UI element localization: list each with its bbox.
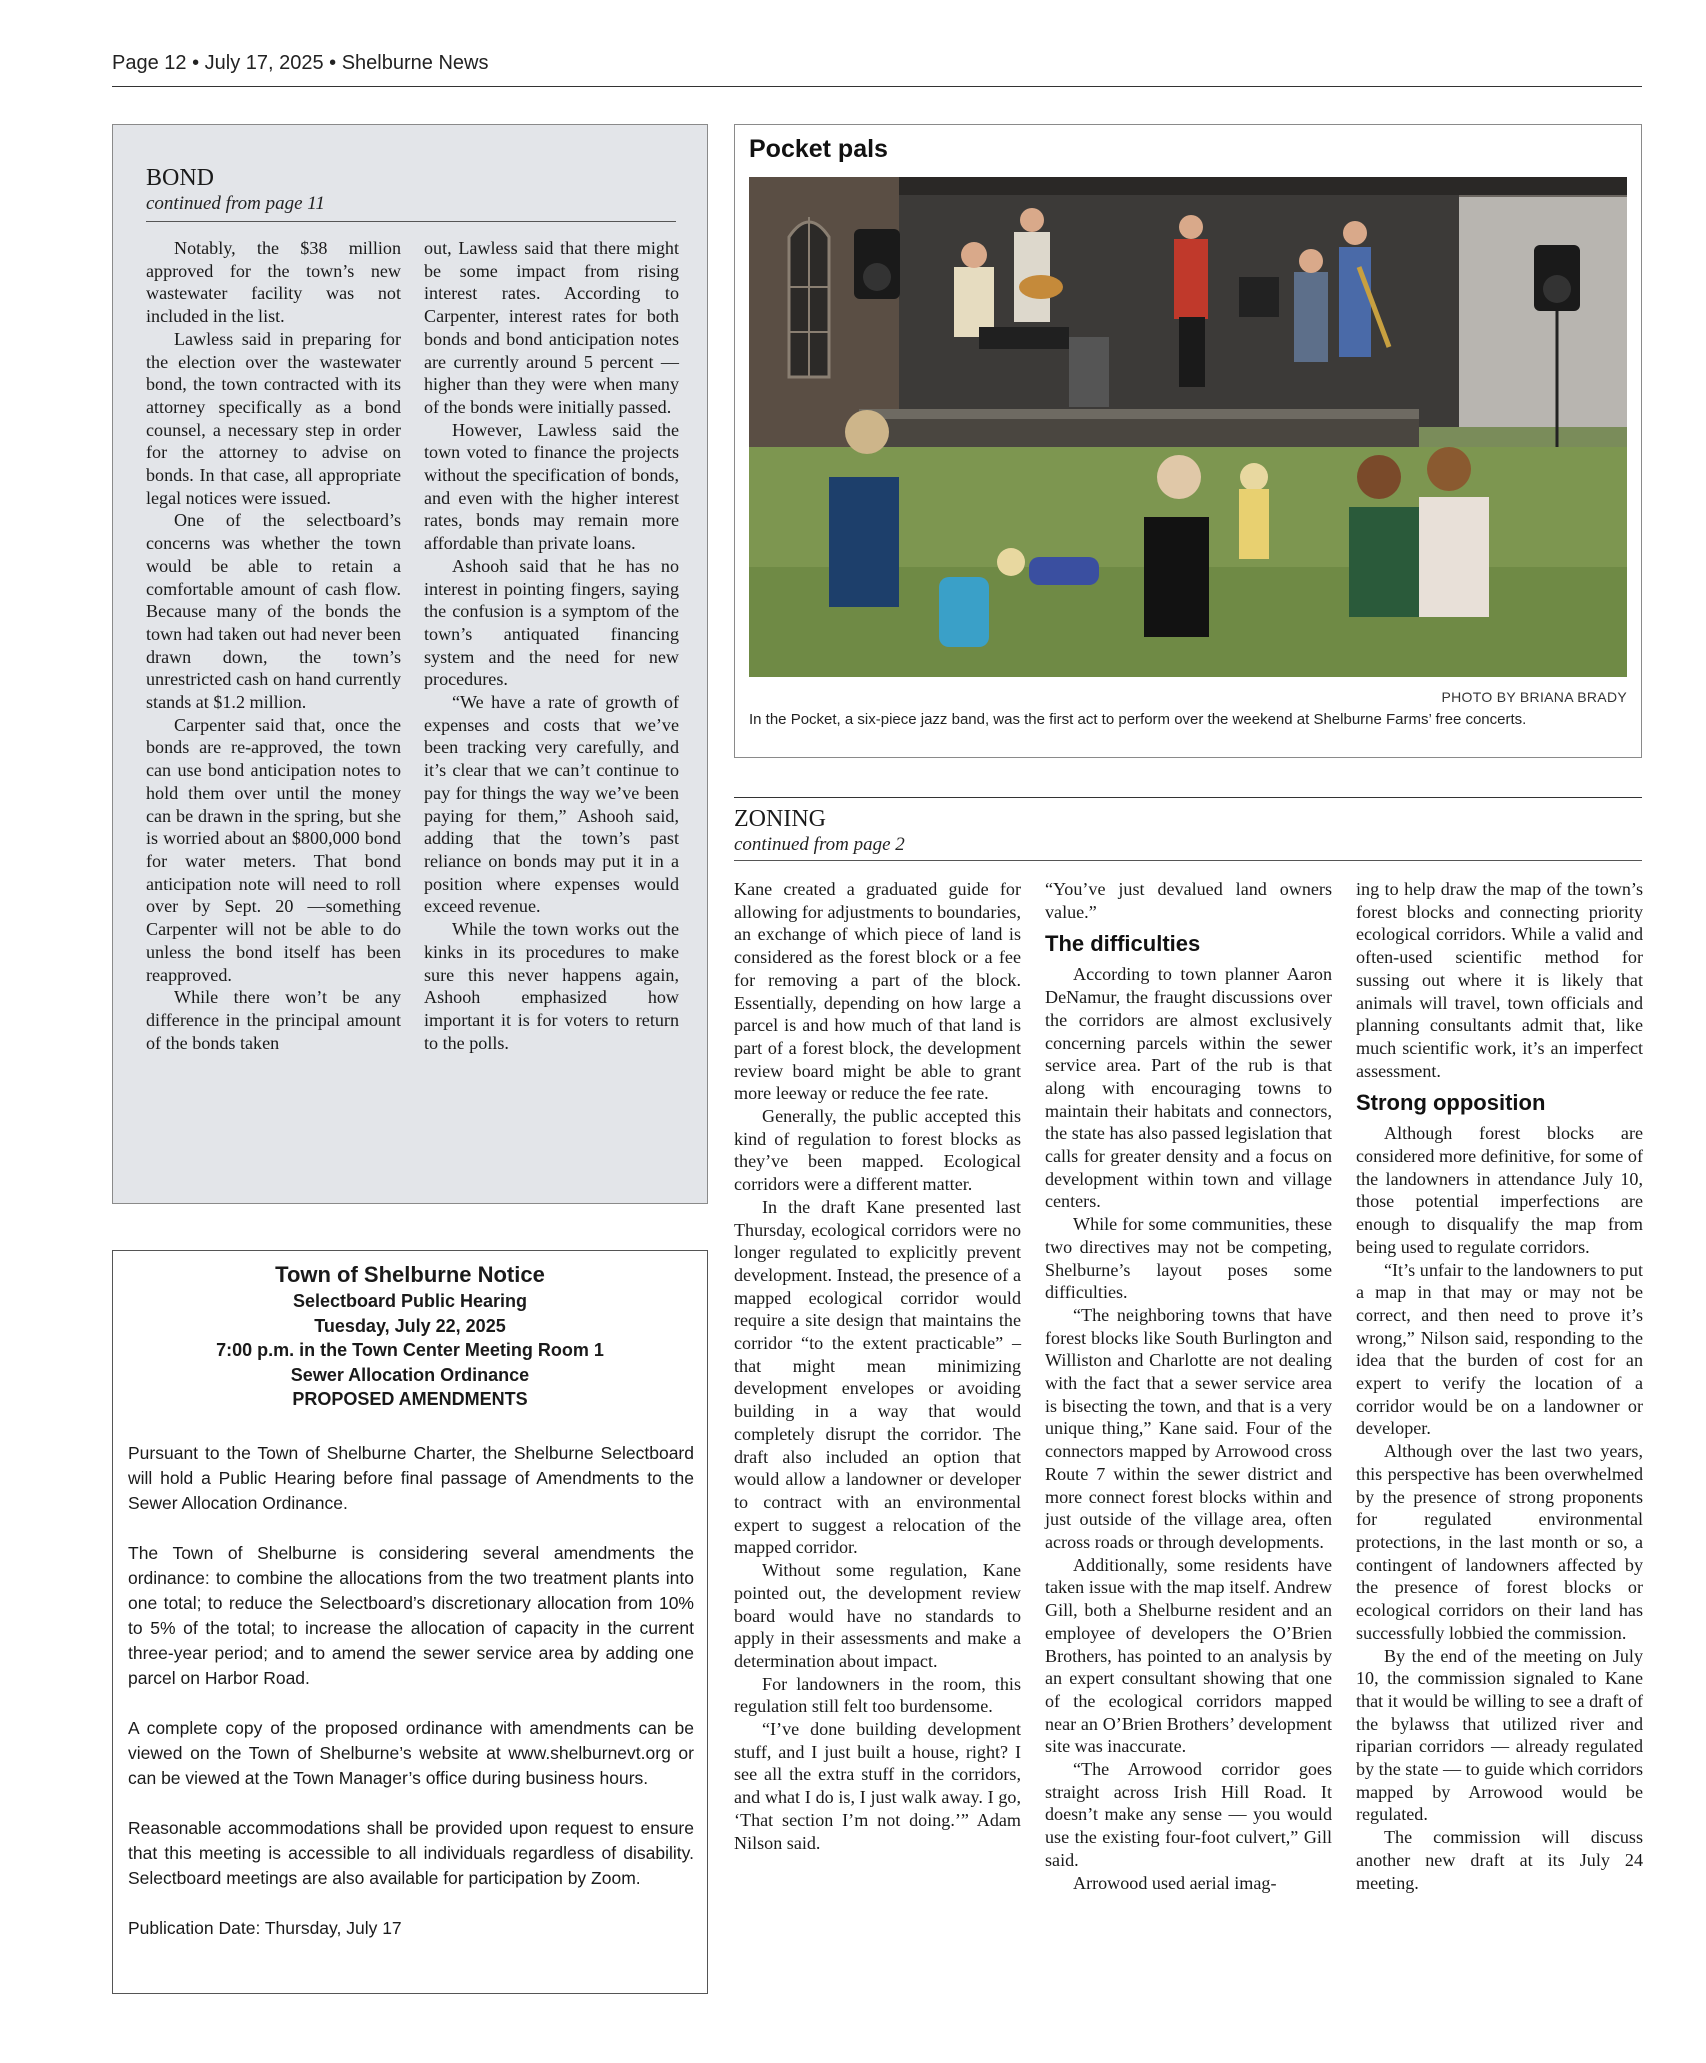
paragraph: One of the selectboard’s concerns was whether the town would be able to retain a comfortable amount of cash flow. Because many of the bonds the town had taken out had never been drawn down, the town’s unrestricted cash on hand currently stands at $1.2 million.: [146, 510, 401, 713]
paragraph: Kane created a graduated guide for allowing for adjustments to boundaries, an exchange of which piece of land is considered as the forest block or a fee for removing a part of the block. Essentially, depending on how large a parcel is and how much of that land is part of a forest block, the development review board might be able to grant more leeway or reduce the fee rate.: [734, 879, 1021, 1104]
notice-line: PROPOSED AMENDMENTS: [292, 1389, 528, 1409]
notice-line: Selectboard Public Hearing: [292, 1291, 528, 1311]
paragraph: Generally, the public accepted this kind of regulation to forest blocks as they’ve been mapped. Ecological corridors were a different matter.: [734, 1106, 1021, 1195]
paragraph: Arrowood used aerial imag-: [1073, 1872, 1277, 1893]
paragraph: “It’s unfair to the landowners to put a map in that may or may not be correct, and then need to prove it’s wrong,” Nilson said, responding to the idea that the burden of cost for an expert to verify the location of a corridor would be on a landowner or developer.: [1356, 1259, 1643, 1439]
paragraph: Without some regulation, Kane pointed out, the development review board would have no standards to apply in their assessments and make a determination about impact.: [734, 1560, 1021, 1671]
paragraph: While for some communities, these two directives may not be competing, Shelburne’s layout poses some difficulties.: [1045, 1214, 1332, 1303]
notice-body: [128, 1441, 694, 1966]
zoning-column-3: [1356, 878, 1643, 1894]
notice-header: [113, 1261, 707, 1412]
paragraph: out, Lawless said that there might be some impact from rising interest rates. According to Carpenter, interest rates for both bonds and bond anticipation notes are currently around 5 percent — higher than they were when many of the bonds were initially passed.: [424, 238, 679, 417]
paragraph: While the town works out the kinks in its procedures to make sure this never happens again, Ashooh emphasized how important it is for voters to return to the polls.: [424, 919, 679, 1053]
paragraph: Ashooh said that he has no interest in pointing fingers, saying the confusion is a symptom of the town’s antiquated financing system and the need for new procedures.: [424, 555, 679, 690]
notice-line: Sewer Allocation Ordinance: [290, 1364, 530, 1385]
bond-header: [146, 165, 676, 215]
notice-line: 7:00 p.m. in the Town Center Meeting Room 1: [216, 1340, 604, 1360]
paragraph: “I’ve done building development stuff, and I just built a house, right? I see all the extra stuff in the corridors, and what I do is, I just walk away. I go, ‘That section I’m not doing.’” Adam Nilson said.: [734, 1719, 1021, 1853]
zoning-header: [734, 806, 1642, 856]
page-folio: Page 12 • July 17, 2025 • Shelburne News: [112, 52, 489, 74]
photo-caption: In the Pocket, a six-piece jazz band, was the first act to perform over the weekend at Shelburne Farms’ free concerts.: [749, 711, 1527, 728]
notice-paragraph: Reasonable accommodations shall be provided upon request to ensure that this meeting is accessible to all individuals regardless of disability. Selectboard meetings are also available for participation by Zoom.: [128, 1818, 694, 1888]
zoning-continued-line: continued from page 2: [734, 834, 905, 856]
notice-title: Town of Shelburne Notice: [275, 1262, 545, 1287]
paragraph: According to town planner Aaron DeNamur, the fraught discussions over the corridors are almost exclusively concerning parcels within the sewer service area. Part of the rub is that along with encouraging towns to maintain their habitats and connectors, the state has also passed legislation that calls for greater density and a focus on development within town and village centers.: [1045, 964, 1332, 1212]
paragraph: However, Lawless said the town voted to finance the projects without the specification of bonds, and even with the higher interest rates, bonds may remain more affordable than private loans.: [424, 419, 679, 554]
paragraph: Lawless said in preparing for the election over the wastewater bond, the town contracted with its attorney specifically as a bond counsel, a necessary step in order for the attorney to advise on bonds. In that case, all appropriate legal notices were issued.: [146, 328, 401, 508]
folio-rule: [112, 86, 1642, 87]
paragraph: Notably, the $38 million approved for the town’s new wastewater facility was not included in the list.: [146, 238, 401, 327]
paragraph: By the end of the meeting on July 10, the commission signaled to Kane that it would be willing to see a draft of the bylawss that utilized river and riparian corridors — already regulated by the state — to guide which corridors mapped by Arrowood would be regulated.: [1356, 1645, 1643, 1825]
notice-line: Tuesday, July 22, 2025: [314, 1315, 506, 1336]
notice-publication-date: Publication Date: Thursday, July 17: [128, 1918, 402, 1938]
paragraph: In the draft Kane presented last Thursday, ecological corridors were no longer regulated to explicitly prevent development. Instead, the presence of a mapped ecological corridor would require a site design that maintains the corridor “to the extent practicable” – that might mean minimizing development envelopes or avoiding building in a way that would completely disrupt the corridor. The draft also included an option that would allow a landowner or developer to contract with an environmental expert to suggest a relocation of the mapped corridor.: [734, 1196, 1021, 1558]
photo-feature-box: [734, 124, 1642, 758]
paragraph: While there won’t be any difference in the principal amount of the bonds taken: [146, 987, 401, 1053]
zoning-top-rule: [734, 797, 1642, 798]
subhead-difficulties: The difficulties: [1045, 931, 1201, 957]
bond-article-box: [112, 124, 708, 1204]
bond-kicker: BOND: [146, 165, 215, 191]
paragraph: For landowners in the room, this regulation still felt too burdensome.: [734, 1673, 1021, 1717]
paragraph: “You’ve just devalued land owners value.”: [1045, 879, 1332, 922]
bond-header-rule: [146, 221, 676, 222]
notice-paragraph: The Town of Shelburne is considering several amendments the ordinance: to combine the allocations from the two treatment plants into one total; to reduce the Selectboard’s discretionary allocation from 10% to 5% of the total; to increase the allocation of capacity in the current three-year period; and to amend the sewer service area by adding one parcel on Harbor Road.: [128, 1543, 694, 1688]
photo-credit: PHOTO BY BRIANA BRADY: [1441, 689, 1627, 705]
photo-title: Pocket pals: [749, 135, 888, 163]
jazz-band-photo: [749, 177, 1627, 677]
zoning-kicker: ZONING: [734, 806, 826, 832]
paragraph: ing to help draw the map of the town’s forest blocks and connecting priority ecological corridors. While a valid and often-used scientific method for sussing out where it is likely that animals will travel, town officials and planning consultants admit that, like much scientific work, it’s an imperfect assessment.: [1356, 879, 1643, 1081]
zoning-header-rule: [734, 860, 1642, 861]
notice-paragraph: A complete copy of the proposed ordinance with amendments can be viewed on the Town of Shelburne’s website at www.shelburnevt.org or can be viewed at the Town Manager’s office during business hours.: [128, 1718, 694, 1788]
paragraph: “We have a rate of growth of expenses and costs that we’ve been tracking very carefully, and it’s clear that we can’t continue to pay for things the way we’ve been paying for them,” Ashooh said, adding that the town’s past reliance on bonds may put it in a position where expenses would exceed revenue.: [424, 692, 679, 917]
bond-continued-line: continued from page 11: [146, 193, 325, 215]
paragraph: Although over the last two years, this perspective has been overwhelmed by the presence of strong proponents for regulated environmental protections, in the last month or so, a contingent of landowners affected by the presence of forest blocks or ecological corridors on their land has successfully lobbied the commission.: [1356, 1441, 1643, 1643]
notice-paragraph: Pursuant to the Town of Shelburne Charter, the Shelburne Selectboard will hold a Public Hearing before final passage of Amendments to the Sewer Allocation Ordinance.: [128, 1443, 694, 1513]
paragraph: “The neighboring towns that have forest blocks like South Burlington and Williston and Charlotte are not dealing with the fact that a sewer service area is bisecting the town, and that is a very unique thing,” Kane said. Four of the connectors mapped by Arrowood cross Route 7 within the sewer district and more connect forest blocks within and just outside of the village area, often across roads or through developments.: [1045, 1304, 1332, 1552]
paragraph: “The Arrowood corridor goes straight across Irish Hill Road. It doesn’t make any sense — you would use the existing four-foot culvert,” Gill said.: [1045, 1759, 1332, 1870]
paragraph: Additionally, some residents have taken issue with the map itself. Andrew Gill, both a Shelburne resident and an employee of developers the O’Brien Brothers, has pointed to an analysis by an expert consultant showing that one of the ecological corridors mapped near an O’Brien Brothers’ development site was inaccurate.: [1045, 1554, 1332, 1757]
paragraph: The commission will discuss another new draft at its July 24 meeting.: [1356, 1827, 1643, 1893]
zoning-column-1: [734, 878, 1021, 1854]
jazz-band-photo-illustration: [749, 177, 1627, 677]
town-notice-box: [112, 1250, 708, 1994]
bond-column-2: [424, 237, 679, 1054]
zoning-column-2: [1045, 878, 1332, 1894]
paragraph: Although forest blocks are considered more definitive, for some of the landowners in attendance July 10, those potential imperfections are enough to disqualify the map from being used to regulate corridors.: [1356, 1123, 1643, 1257]
paragraph: Carpenter said that, once the bonds are re-approved, the town can use bond anticipation notes to hold them over until the money can be drawn in the spring, but she is worried about an $800,000 bond for water meters. That bond anticipation note will need to roll over by Sept. 20 —something Carpenter will not be able to do unless the bond itself has been reapproved.: [146, 714, 401, 985]
subhead-strong-opposition: Strong opposition: [1356, 1090, 1546, 1116]
bond-column-1: [146, 237, 401, 1054]
